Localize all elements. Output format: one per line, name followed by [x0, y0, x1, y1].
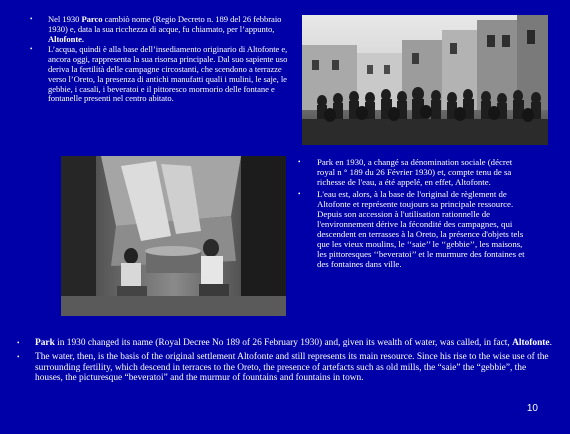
text-run: Park en 1930, a changé sa dénomination sociale (décret royal n ° 189 du 26 Février 1930) et, compte tenu de sa richesse de l'eau, a été appelé, en effet, Altofonte. — [317, 157, 513, 187]
bold-text: Altofonte. — [48, 33, 85, 44]
bullet-icon: • — [30, 45, 33, 54]
bold-text: Park — [35, 338, 55, 348]
text-run: in 1930 changed its name (Royal Decree No 189 of 26 February 1930) and, given its wealth of water, was called, in fact, — [54, 338, 513, 348]
washerwomen-fountain-photo — [61, 156, 286, 316]
italian-text-block — [26, 15, 288, 105]
english-bullet-item — [14, 352, 554, 383]
bullet-icon: • — [298, 158, 301, 166]
text-run: . — [549, 338, 552, 348]
bold-text: Parco — [81, 14, 103, 24]
text-run: cambiò nome (Regio Decreto n. 189 del 26 febbraio 1930) e, data la sua ricchezza di acque, fu chiamato, per l’appunto, — [48, 14, 282, 34]
bullet-icon: • — [298, 190, 301, 198]
crowd-procession-photo — [302, 15, 548, 145]
italian-bullet-item — [26, 15, 288, 44]
bullet-icon: • — [17, 339, 20, 347]
text-run: L'eau est, alors, à la base de l'original de règlement de Altofonte et représente toujours sa principale ressource. Depuis son accession à l'utilisation rationnelle de l'environnement dérive la fécondité des campagnes, qui descendent en terrasses à la Oreto, la présence d'objets tels que les vieux moulins, le ‘‘saie’’ le ‘‘gebbie’’, les maisons, les pittoresques ‘‘beveratoi’’ et le murmure des fontaines et des fontaines dans ville. — [317, 189, 525, 269]
english-text-block — [14, 338, 554, 388]
french-text-block — [296, 157, 532, 271]
italian-bullet-item — [26, 45, 288, 104]
text-run: The water, then, is the basis of the original settlement Altofonte and still represents its main resource. Since his rise to the wise use of the surrounding fertility, which descend in terraces to the Oreto, the presence of artefacts such as old mills, the “saie” the “gebbie”, the houses, the picturesque “beveratoi” and the murmur of fountains and fountains in town. — [35, 352, 549, 384]
text-run: L’acqua, quindi è alla base dell’insediamento originario di Altofonte e, ancora oggi, rappresenta la sua risorsa principale. Dal suo sapiente uso deriva la fertilità delle campagne circostanti, che scendono a terrazze verso l’Oreto, la presenza di antichi manufatti quali i mulini, le saje, le gebbie, i casali, i beveratoi e il pittoresco mormorio delle fontane e fontanelle presenti nel centro abitato. — [48, 44, 288, 104]
french-bullet-item — [296, 189, 532, 269]
page-number: 10 — [526, 403, 538, 414]
french-bullet-item — [296, 157, 532, 187]
text-run: Nel 1930 — [48, 14, 82, 24]
bullet-icon: • — [17, 353, 20, 362]
english-bullet-item — [14, 338, 554, 348]
bullet-icon: • — [30, 15, 33, 23]
crowd-procession-image — [302, 15, 548, 145]
washerwomen-fountain-image — [61, 156, 286, 316]
bold-text: Altofonte — [512, 338, 550, 348]
